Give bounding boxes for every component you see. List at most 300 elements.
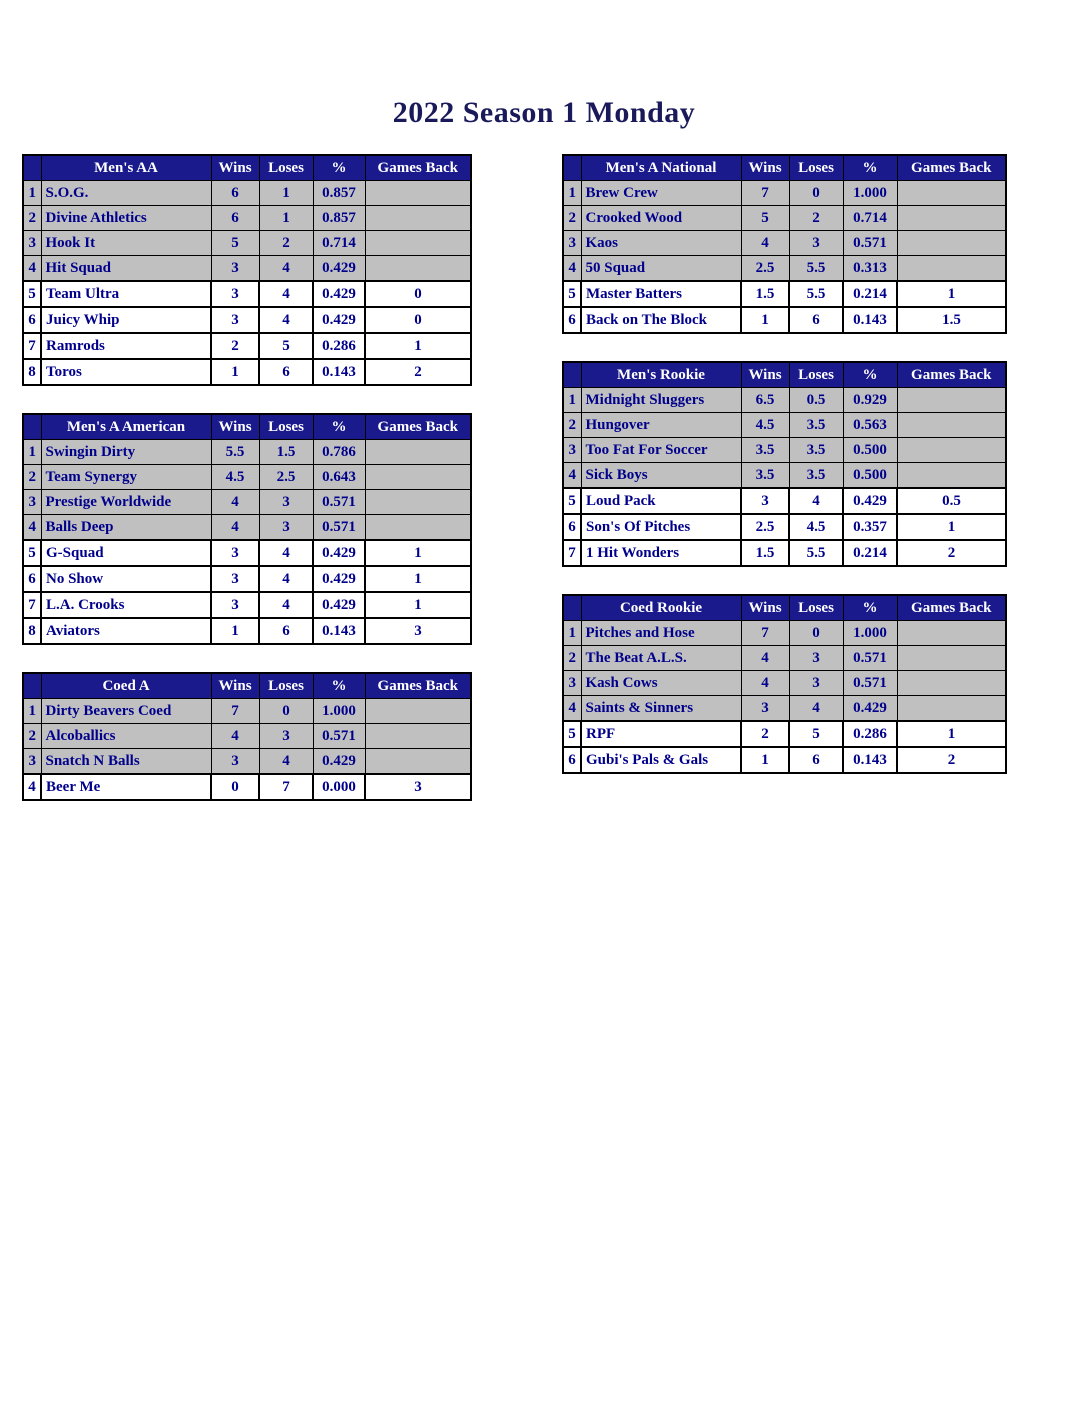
loses-cell: 3.5 bbox=[789, 463, 843, 489]
loses-cell: 0 bbox=[259, 699, 313, 724]
loses-cell: 4 bbox=[789, 696, 843, 722]
team-name-cell: Kaos bbox=[581, 231, 741, 256]
column-header-wins: Wins bbox=[211, 155, 259, 181]
loses-cell: 4 bbox=[259, 307, 313, 333]
rank-cell: 5 bbox=[23, 540, 41, 566]
team-name-cell: Crooked Wood bbox=[581, 206, 741, 231]
wins-cell: 3 bbox=[741, 488, 789, 514]
pct-cell: 0.429 bbox=[843, 488, 897, 514]
division-title: Men's A American bbox=[41, 414, 211, 440]
pct-cell: 0.714 bbox=[843, 206, 897, 231]
pct-cell: 1.000 bbox=[313, 699, 365, 724]
wins-cell: 3 bbox=[211, 256, 259, 282]
loses-cell: 4 bbox=[259, 281, 313, 307]
team-row-ramrods bbox=[23, 333, 471, 359]
wins-cell: 1.5 bbox=[741, 281, 789, 307]
wins-cell: 1 bbox=[211, 359, 259, 385]
header-row bbox=[23, 673, 471, 699]
games-back-cell: 1 bbox=[897, 721, 1006, 747]
pct-cell: 0.429 bbox=[313, 592, 365, 618]
column-header-pct: % bbox=[843, 362, 897, 388]
column-header-pct: % bbox=[843, 155, 897, 181]
games-back-cell bbox=[365, 724, 471, 749]
wins-cell: 5 bbox=[741, 206, 789, 231]
team-name-cell: Aviators bbox=[41, 618, 211, 644]
wins-cell: 4 bbox=[211, 724, 259, 749]
games-back-cell bbox=[897, 256, 1006, 282]
team-row-50-squad bbox=[563, 256, 1006, 282]
games-back-cell bbox=[365, 256, 471, 282]
wins-cell: 2.5 bbox=[741, 514, 789, 540]
rank-cell: 2 bbox=[23, 206, 41, 231]
wins-cell: 2 bbox=[211, 333, 259, 359]
loses-cell: 1 bbox=[259, 206, 313, 231]
team-row-team-ultra bbox=[23, 281, 471, 307]
wins-cell: 1 bbox=[741, 307, 789, 333]
team-row-crooked-wood bbox=[563, 206, 1006, 231]
games-back-cell bbox=[897, 413, 1006, 438]
pct-cell: 0.786 bbox=[313, 440, 365, 465]
team-name-cell: Balls Deep bbox=[41, 515, 211, 541]
wins-cell: 7 bbox=[211, 699, 259, 724]
team-row-team-synergy bbox=[23, 465, 471, 490]
rank-cell: 5 bbox=[563, 281, 581, 307]
team-row-no-show bbox=[23, 566, 471, 592]
column-header-loses: Loses bbox=[789, 595, 843, 621]
games-back-cell bbox=[365, 699, 471, 724]
loses-cell: 7 bbox=[259, 774, 313, 800]
loses-cell: 5 bbox=[789, 721, 843, 747]
wins-cell: 7 bbox=[741, 181, 789, 206]
loses-cell: 3 bbox=[259, 515, 313, 541]
loses-cell: 2.5 bbox=[259, 465, 313, 490]
team-name-cell: G-Squad bbox=[41, 540, 211, 566]
pct-cell: 0.857 bbox=[313, 206, 365, 231]
team-name-cell: Hook It bbox=[41, 231, 211, 256]
wins-cell: 6 bbox=[211, 206, 259, 231]
team-name-cell: Pitches and Hose bbox=[581, 621, 741, 646]
pct-cell: 0.571 bbox=[313, 490, 365, 515]
team-name-cell: Dirty Beavers Coed bbox=[41, 699, 211, 724]
right-tables-column bbox=[562, 154, 1005, 801]
team-row-back-on-the-block bbox=[563, 307, 1006, 333]
rank-cell: 7 bbox=[563, 540, 581, 566]
rank-cell: 7 bbox=[23, 333, 41, 359]
division-title: Coed A bbox=[41, 673, 211, 699]
team-name-cell: Hit Squad bbox=[41, 256, 211, 282]
team-name-cell: Snatch N Balls bbox=[41, 749, 211, 775]
games-back-cell: 0 bbox=[365, 307, 471, 333]
loses-cell: 3 bbox=[789, 231, 843, 256]
header-row bbox=[563, 155, 1006, 181]
pct-cell: 0.286 bbox=[843, 721, 897, 747]
wins-cell: 1.5 bbox=[741, 540, 789, 566]
rank-cell: 7 bbox=[23, 592, 41, 618]
rank-cell: 4 bbox=[23, 256, 41, 282]
rank-cell: 3 bbox=[563, 231, 581, 256]
games-back-cell: 3 bbox=[365, 774, 471, 800]
rank-cell: 5 bbox=[23, 281, 41, 307]
loses-cell: 5.5 bbox=[789, 281, 843, 307]
rank-cell: 1 bbox=[23, 440, 41, 465]
left-tables-column bbox=[22, 154, 470, 828]
standings-table-men-s-a-national bbox=[562, 154, 1007, 334]
pct-cell: 0.500 bbox=[843, 463, 897, 489]
column-header-wins: Wins bbox=[211, 414, 259, 440]
rank-column-header bbox=[23, 673, 41, 699]
pct-cell: 0.429 bbox=[313, 256, 365, 282]
column-header-loses: Loses bbox=[789, 362, 843, 388]
wins-cell: 1 bbox=[211, 618, 259, 644]
column-header-games-back: Games Back bbox=[365, 155, 471, 181]
rank-cell: 3 bbox=[563, 671, 581, 696]
wins-cell: 4 bbox=[741, 231, 789, 256]
games-back-cell: 1 bbox=[365, 592, 471, 618]
team-row-son-s-of-pitches bbox=[563, 514, 1006, 540]
rank-cell: 4 bbox=[563, 696, 581, 722]
wins-cell: 4.5 bbox=[741, 413, 789, 438]
pct-cell: 0.429 bbox=[313, 540, 365, 566]
loses-cell: 4 bbox=[259, 592, 313, 618]
column-header-wins: Wins bbox=[211, 673, 259, 699]
games-back-cell: 0.5 bbox=[897, 488, 1006, 514]
team-row-loud-pack bbox=[563, 488, 1006, 514]
team-row-swingin-dirty bbox=[23, 440, 471, 465]
loses-cell: 3 bbox=[259, 724, 313, 749]
tables-layout bbox=[0, 154, 1088, 828]
pct-cell: 0.571 bbox=[843, 646, 897, 671]
wins-cell: 4.5 bbox=[211, 465, 259, 490]
team-row-balls-deep bbox=[23, 515, 471, 541]
loses-cell: 4 bbox=[259, 566, 313, 592]
loses-cell: 3 bbox=[789, 671, 843, 696]
column-header-games-back: Games Back bbox=[897, 362, 1006, 388]
rank-cell: 1 bbox=[23, 699, 41, 724]
games-back-cell bbox=[365, 206, 471, 231]
rank-cell: 5 bbox=[563, 488, 581, 514]
pct-cell: 0.429 bbox=[313, 307, 365, 333]
team-name-cell: Too Fat For Soccer bbox=[581, 438, 741, 463]
column-header-pct: % bbox=[313, 414, 365, 440]
wins-cell: 4 bbox=[211, 490, 259, 515]
loses-cell: 5 bbox=[259, 333, 313, 359]
header-row bbox=[23, 155, 471, 181]
games-back-cell bbox=[897, 671, 1006, 696]
wins-cell: 6 bbox=[211, 181, 259, 206]
team-row-snatch-n-balls bbox=[23, 749, 471, 775]
rank-cell: 6 bbox=[563, 307, 581, 333]
team-row-hungover bbox=[563, 413, 1006, 438]
team-name-cell: Prestige Worldwide bbox=[41, 490, 211, 515]
column-header-games-back: Games Back bbox=[897, 595, 1006, 621]
wins-cell: 3 bbox=[211, 566, 259, 592]
pct-cell: 1.000 bbox=[843, 181, 897, 206]
rank-cell: 4 bbox=[563, 256, 581, 282]
team-row-kaos bbox=[563, 231, 1006, 256]
pct-cell: 0.214 bbox=[843, 540, 897, 566]
pct-cell: 0.214 bbox=[843, 281, 897, 307]
team-row-sick-boys bbox=[563, 463, 1006, 489]
rank-cell: 1 bbox=[23, 181, 41, 206]
games-back-cell: 1 bbox=[365, 333, 471, 359]
division-title: Men's AA bbox=[41, 155, 211, 181]
division-title: Men's Rookie bbox=[581, 362, 741, 388]
team-row-alcoballics bbox=[23, 724, 471, 749]
team-name-cell: Back on The Block bbox=[581, 307, 741, 333]
team-row-gubi-s-pals-gals bbox=[563, 747, 1006, 773]
header-row bbox=[563, 595, 1006, 621]
team-row-toros bbox=[23, 359, 471, 385]
rank-cell: 3 bbox=[563, 438, 581, 463]
team-row-brew-crew bbox=[563, 181, 1006, 206]
standings-table-men-s-a-american bbox=[22, 413, 472, 645]
games-back-cell bbox=[897, 388, 1006, 413]
standings-table-men-s-aa bbox=[22, 154, 472, 386]
team-row-1-hit-wonders bbox=[563, 540, 1006, 566]
loses-cell: 0.5 bbox=[789, 388, 843, 413]
loses-cell: 2 bbox=[259, 231, 313, 256]
team-name-cell: Ramrods bbox=[41, 333, 211, 359]
wins-cell: 0 bbox=[211, 774, 259, 800]
pct-cell: 0.714 bbox=[313, 231, 365, 256]
loses-cell: 6 bbox=[789, 747, 843, 773]
wins-cell: 3 bbox=[741, 696, 789, 722]
rank-cell: 6 bbox=[23, 566, 41, 592]
column-header-pct: % bbox=[313, 155, 365, 181]
column-header-pct: % bbox=[843, 595, 897, 621]
team-row-saints-sinners bbox=[563, 696, 1006, 722]
team-name-cell: Swingin Dirty bbox=[41, 440, 211, 465]
rank-column-header bbox=[23, 414, 41, 440]
wins-cell: 3.5 bbox=[741, 463, 789, 489]
pct-cell: 0.500 bbox=[843, 438, 897, 463]
games-back-cell bbox=[365, 515, 471, 541]
rank-cell: 6 bbox=[563, 514, 581, 540]
rank-cell: 3 bbox=[23, 490, 41, 515]
games-back-cell bbox=[365, 749, 471, 775]
pct-cell: 0.143 bbox=[843, 307, 897, 333]
pct-cell: 0.429 bbox=[313, 566, 365, 592]
wins-cell: 2 bbox=[741, 721, 789, 747]
team-name-cell: Master Batters bbox=[581, 281, 741, 307]
wins-cell: 4 bbox=[741, 671, 789, 696]
pct-cell: 0.857 bbox=[313, 181, 365, 206]
pct-cell: 0.143 bbox=[313, 359, 365, 385]
team-row-divine-athletics bbox=[23, 206, 471, 231]
rank-cell: 4 bbox=[563, 463, 581, 489]
pct-cell: 0.357 bbox=[843, 514, 897, 540]
team-row-rpf bbox=[563, 721, 1006, 747]
games-back-cell bbox=[365, 440, 471, 465]
games-back-cell bbox=[897, 621, 1006, 646]
loses-cell: 3.5 bbox=[789, 438, 843, 463]
pct-cell: 0.571 bbox=[313, 515, 365, 541]
games-back-cell bbox=[897, 231, 1006, 256]
column-header-games-back: Games Back bbox=[365, 414, 471, 440]
pct-cell: 0.929 bbox=[843, 388, 897, 413]
team-row-kash-cows bbox=[563, 671, 1006, 696]
rank-cell: 3 bbox=[23, 749, 41, 775]
wins-cell: 3 bbox=[211, 749, 259, 775]
loses-cell: 1.5 bbox=[259, 440, 313, 465]
rank-cell: 1 bbox=[563, 388, 581, 413]
rank-column-header bbox=[563, 362, 581, 388]
team-name-cell: Toros bbox=[41, 359, 211, 385]
column-header-loses: Loses bbox=[789, 155, 843, 181]
team-row-the-beat-a-l-s bbox=[563, 646, 1006, 671]
team-name-cell: Beer Me bbox=[41, 774, 211, 800]
games-back-cell: 1.5 bbox=[897, 307, 1006, 333]
pct-cell: 0.286 bbox=[313, 333, 365, 359]
team-name-cell: Alcoballics bbox=[41, 724, 211, 749]
team-name-cell: Midnight Sluggers bbox=[581, 388, 741, 413]
loses-cell: 3 bbox=[259, 490, 313, 515]
loses-cell: 6 bbox=[789, 307, 843, 333]
games-back-cell: 1 bbox=[897, 281, 1006, 307]
team-name-cell: Gubi's Pals & Gals bbox=[581, 747, 741, 773]
pct-cell: 0.563 bbox=[843, 413, 897, 438]
team-name-cell: No Show bbox=[41, 566, 211, 592]
loses-cell: 3 bbox=[789, 646, 843, 671]
wins-cell: 4 bbox=[211, 515, 259, 541]
column-header-loses: Loses bbox=[259, 673, 313, 699]
team-name-cell: The Beat A.L.S. bbox=[581, 646, 741, 671]
rank-cell: 8 bbox=[23, 618, 41, 644]
team-row-hook-it bbox=[23, 231, 471, 256]
team-name-cell: Kash Cows bbox=[581, 671, 741, 696]
loses-cell: 6 bbox=[259, 359, 313, 385]
rank-cell: 2 bbox=[563, 206, 581, 231]
team-row-hit-squad bbox=[23, 256, 471, 282]
standings-table-coed-rookie bbox=[562, 594, 1007, 774]
team-name-cell: 50 Squad bbox=[581, 256, 741, 282]
games-back-cell bbox=[897, 696, 1006, 722]
games-back-cell bbox=[365, 181, 471, 206]
standings-table-coed-a bbox=[22, 672, 472, 801]
rank-cell: 2 bbox=[563, 646, 581, 671]
loses-cell: 0 bbox=[789, 621, 843, 646]
loses-cell: 4 bbox=[789, 488, 843, 514]
wins-cell: 1 bbox=[741, 747, 789, 773]
games-back-cell bbox=[897, 181, 1006, 206]
games-back-cell: 1 bbox=[897, 514, 1006, 540]
loses-cell: 4 bbox=[259, 540, 313, 566]
column-header-games-back: Games Back bbox=[897, 155, 1006, 181]
pct-cell: 0.643 bbox=[313, 465, 365, 490]
team-row-midnight-sluggers bbox=[563, 388, 1006, 413]
team-name-cell: 1 Hit Wonders bbox=[581, 540, 741, 566]
column-header-wins: Wins bbox=[741, 155, 789, 181]
games-back-cell: 3 bbox=[365, 618, 471, 644]
pct-cell: 0.571 bbox=[843, 671, 897, 696]
standings-table-men-s-rookie bbox=[562, 361, 1007, 567]
team-row-s-o-g bbox=[23, 181, 471, 206]
team-row-beer-me bbox=[23, 774, 471, 800]
rank-cell: 2 bbox=[23, 465, 41, 490]
team-name-cell: Divine Athletics bbox=[41, 206, 211, 231]
games-back-cell: 2 bbox=[365, 359, 471, 385]
division-title: Men's A National bbox=[581, 155, 741, 181]
pct-cell: 0.000 bbox=[313, 774, 365, 800]
team-row-master-batters bbox=[563, 281, 1006, 307]
rank-cell: 6 bbox=[23, 307, 41, 333]
team-name-cell: S.O.G. bbox=[41, 181, 211, 206]
team-name-cell: Loud Pack bbox=[581, 488, 741, 514]
loses-cell: 4.5 bbox=[789, 514, 843, 540]
loses-cell: 2 bbox=[789, 206, 843, 231]
rank-cell: 5 bbox=[563, 721, 581, 747]
column-header-wins: Wins bbox=[741, 595, 789, 621]
team-name-cell: Brew Crew bbox=[581, 181, 741, 206]
loses-cell: 1 bbox=[259, 181, 313, 206]
wins-cell: 4 bbox=[741, 646, 789, 671]
team-row-aviators bbox=[23, 618, 471, 644]
team-row-prestige-worldwide bbox=[23, 490, 471, 515]
column-header-loses: Loses bbox=[259, 414, 313, 440]
rank-cell: 6 bbox=[563, 747, 581, 773]
rank-cell: 2 bbox=[23, 724, 41, 749]
header-row bbox=[23, 414, 471, 440]
team-row-pitches-and-hose bbox=[563, 621, 1006, 646]
games-back-cell: 2 bbox=[897, 540, 1006, 566]
games-back-cell: 1 bbox=[365, 566, 471, 592]
pct-cell: 0.571 bbox=[313, 724, 365, 749]
team-name-cell: Juicy Whip bbox=[41, 307, 211, 333]
pct-cell: 1.000 bbox=[843, 621, 897, 646]
loses-cell: 4 bbox=[259, 749, 313, 775]
games-back-cell: 0 bbox=[365, 281, 471, 307]
team-row-l-a-crooks bbox=[23, 592, 471, 618]
games-back-cell bbox=[365, 490, 471, 515]
team-name-cell: Team Ultra bbox=[41, 281, 211, 307]
rank-cell: 1 bbox=[563, 621, 581, 646]
loses-cell: 5.5 bbox=[789, 540, 843, 566]
rank-cell: 8 bbox=[23, 359, 41, 385]
team-name-cell: Sick Boys bbox=[581, 463, 741, 489]
page-title: 2022 Season 1 Monday bbox=[392, 96, 696, 129]
pct-cell: 0.143 bbox=[843, 747, 897, 773]
pct-cell: 0.143 bbox=[313, 618, 365, 644]
rank-cell: 1 bbox=[563, 181, 581, 206]
team-row-dirty-beavers-coed bbox=[23, 699, 471, 724]
column-header-loses: Loses bbox=[259, 155, 313, 181]
games-back-cell bbox=[365, 465, 471, 490]
games-back-cell bbox=[897, 463, 1006, 489]
loses-cell: 5.5 bbox=[789, 256, 843, 282]
team-row-too-fat-for-soccer bbox=[563, 438, 1006, 463]
wins-cell: 3 bbox=[211, 592, 259, 618]
pct-cell: 0.429 bbox=[313, 281, 365, 307]
division-title: Coed Rookie bbox=[581, 595, 741, 621]
pct-cell: 0.313 bbox=[843, 256, 897, 282]
rank-column-header bbox=[23, 155, 41, 181]
rank-cell: 4 bbox=[23, 515, 41, 541]
games-back-cell bbox=[365, 231, 471, 256]
wins-cell: 3 bbox=[211, 540, 259, 566]
wins-cell: 3 bbox=[211, 281, 259, 307]
wins-cell: 5 bbox=[211, 231, 259, 256]
wins-cell: 6.5 bbox=[741, 388, 789, 413]
rank-cell: 3 bbox=[23, 231, 41, 256]
rank-column-header bbox=[563, 595, 581, 621]
games-back-cell: 1 bbox=[365, 540, 471, 566]
team-name-cell: RPF bbox=[581, 721, 741, 747]
column-header-games-back: Games Back bbox=[365, 673, 471, 699]
pct-cell: 0.571 bbox=[843, 231, 897, 256]
pct-cell: 0.429 bbox=[313, 749, 365, 775]
rank-cell: 2 bbox=[563, 413, 581, 438]
team-name-cell: Team Synergy bbox=[41, 465, 211, 490]
